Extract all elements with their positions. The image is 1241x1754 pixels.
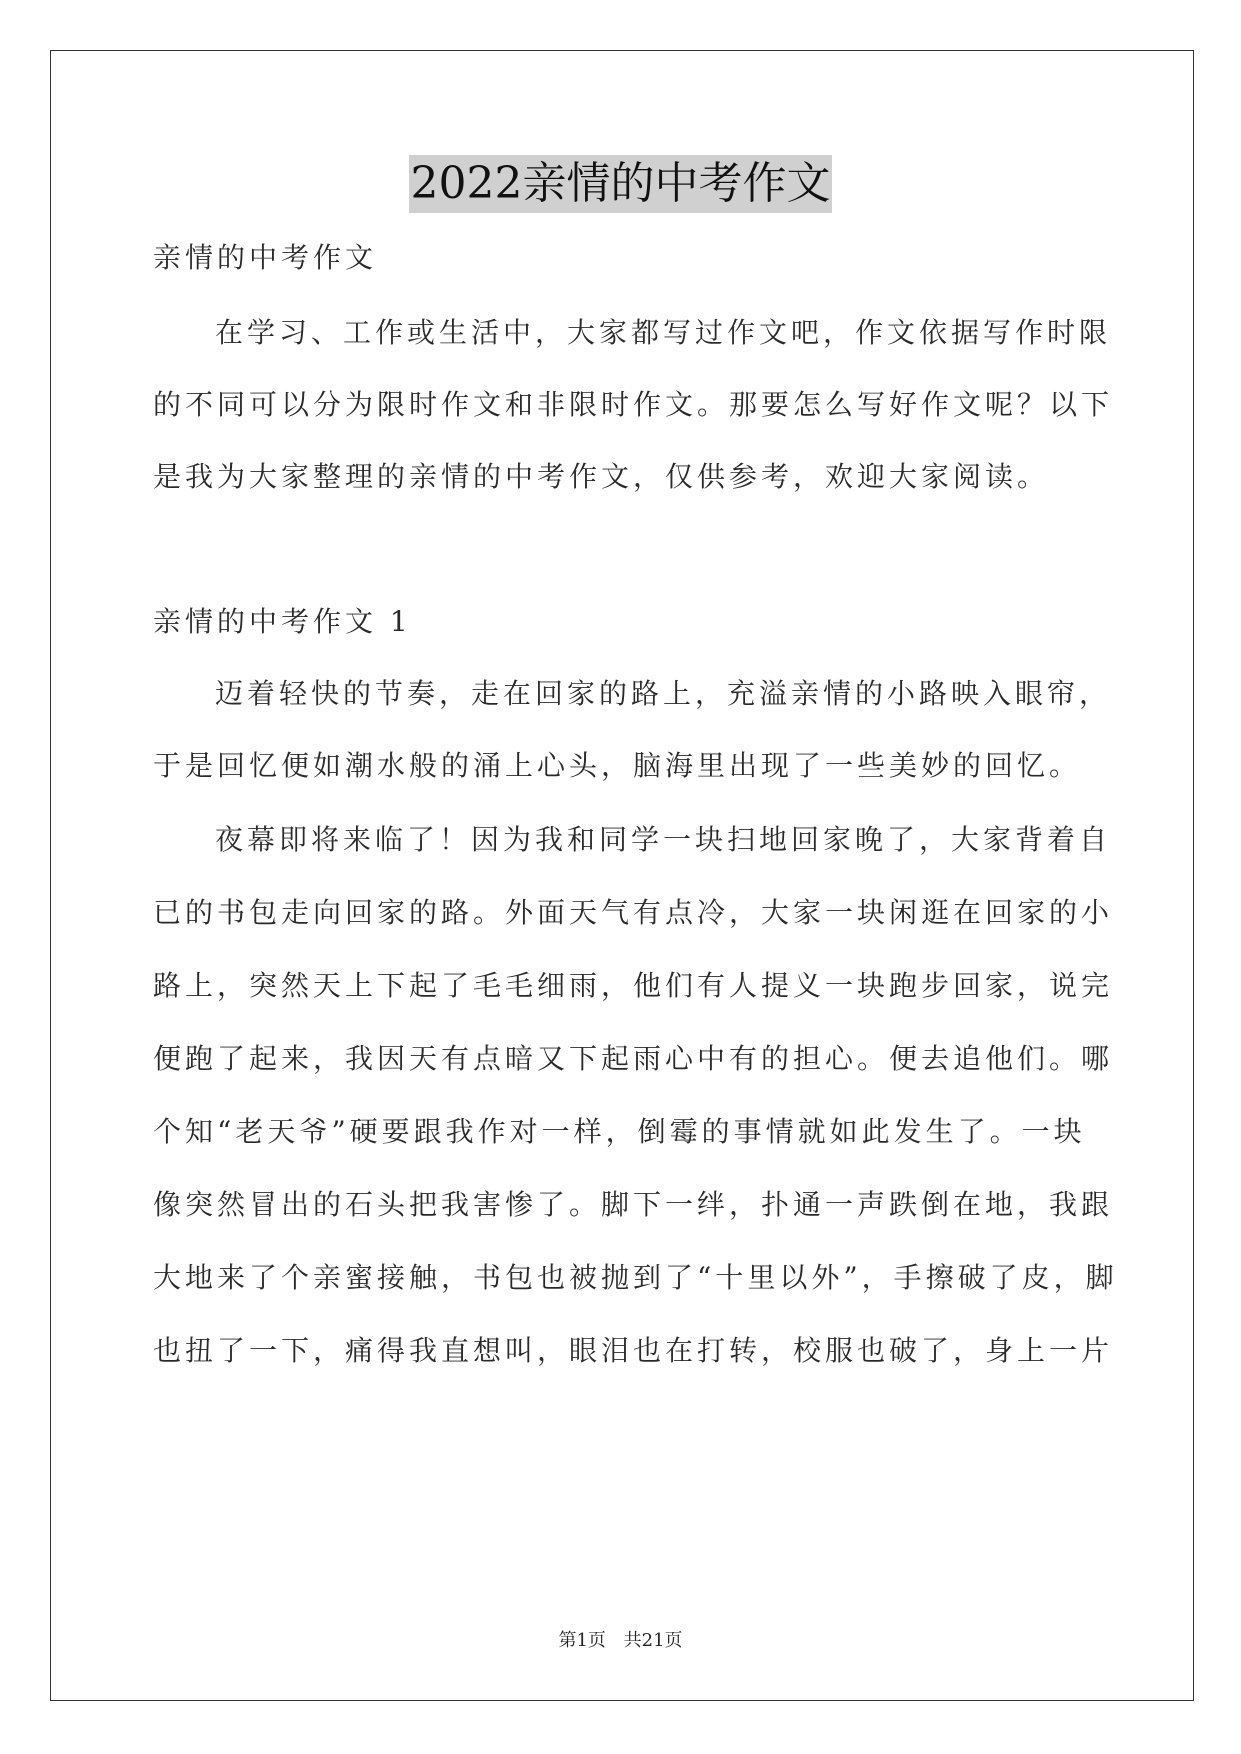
title-container (0, 155, 1241, 213)
intro-line: 的不同可以分为限时作文和非限时作文。那要怎么写好作文呢？以下 (153, 388, 1114, 421)
paragraph-line: 大地来了个亲蜜接触，书包也被抛到了“十里以外”，手擦破了皮，脚 (153, 1261, 1118, 1294)
paragraph-line: 于是回忆便如潮水般的涌上心头，脑海里出现了一些美妙的回忆。 (153, 749, 1082, 782)
paragraph-line: 也扭了一下，痛得我直想叫，眼泪也在打转，校服也破了，身上一片 (153, 1334, 1114, 1367)
intro-line: 是我为大家整理的亲情的中考作文，仅供参考，欢迎大家阅读。 (153, 460, 1050, 493)
section-heading: 亲情的中考作文 1 (153, 605, 412, 638)
paragraph-line: 便跑了起来，我因天有点暗又下起雨心中有的担心。便去追他们。哪 (153, 1042, 1114, 1075)
paragraph-line: 像突然冒出的石头把我害惨了。脚下一绊，扑通一声跌倒在地，我跟 (153, 1188, 1114, 1221)
page-total: 共21页 (623, 1630, 683, 1651)
paragraph-line: 迈着轻快的节奏，走在回家的路上，充溢亲情的小路映入眼帘， (215, 677, 1112, 710)
page-border (50, 50, 1194, 1701)
page-number: 第1页 (558, 1630, 606, 1651)
document-title: 2022亲情的中考作文 (409, 155, 833, 213)
paragraph-line: 路上，突然天上下起了毛毛细雨，他们有人提义一块跑步回家，说完 (153, 969, 1114, 1002)
intro-line: 在学习、工作或生活中，大家都写过作文吧，作文依据写作时限 (215, 316, 1112, 349)
page-footer (0, 1626, 1241, 1652)
subtitle: 亲情的中考作文 (153, 241, 378, 274)
paragraph-line: 夜幕即将来临了！因为我和同学一块扫地回家晚了，大家背着自 (215, 823, 1112, 856)
paragraph-line: 个知“老天爷”硬要跟我作对一样，倒霉的事情就如此发生了。一块 (153, 1115, 1086, 1148)
paragraph-line: 已的书包走向回家的路。外面天气有点冷，大家一块闲逛在回家的小 (153, 896, 1114, 929)
